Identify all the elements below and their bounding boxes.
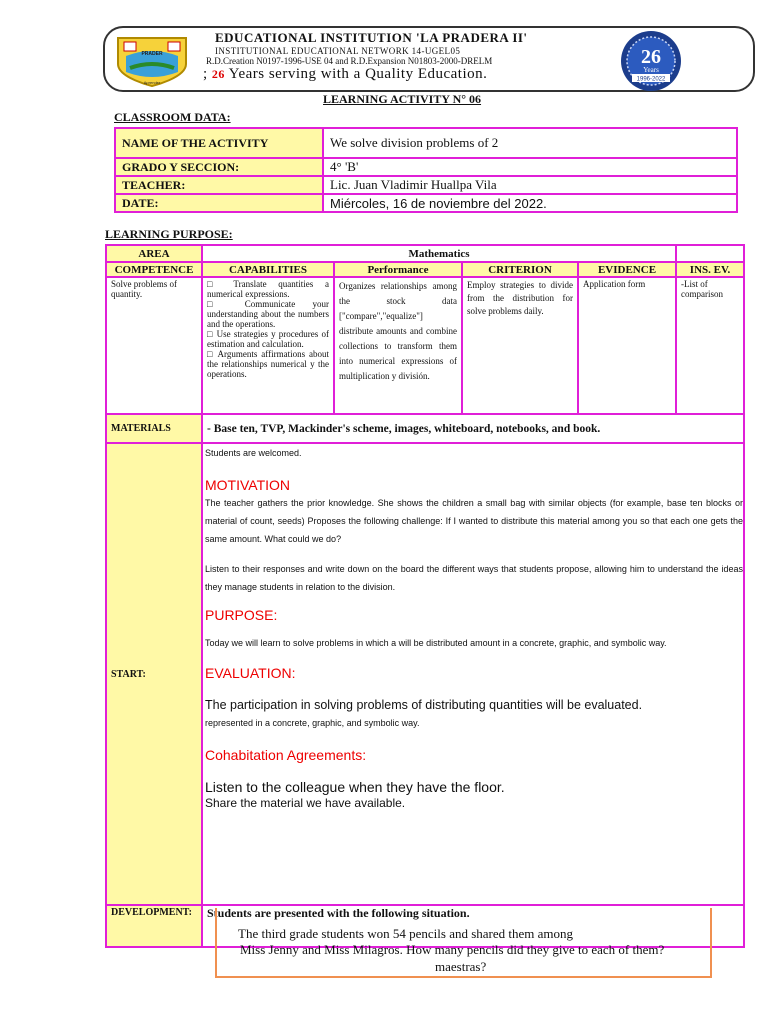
evaluation-title: EVALUATION: xyxy=(205,665,296,681)
table-row xyxy=(106,277,744,414)
table-row xyxy=(115,194,737,212)
svg-text:1996-2022: 1996-2022 xyxy=(636,76,666,83)
area-value: Mathematics xyxy=(202,245,676,262)
evidence-cell: Application form xyxy=(578,277,676,414)
materials-value: - Base ten, TVP, Mackinder's scheme, images, whiteboard, notebooks, and book. xyxy=(202,414,744,443)
performance-cell: Organizes relationships among the stock data ["compare","equalize"] distribute amounts and combine collections to transform them into numerical expressions of multiplication y división. xyxy=(334,277,462,414)
competence-cell: Solve problems of quantity. xyxy=(106,277,202,414)
agreements-text-1: Listen to the colleague when they have the floor. xyxy=(205,779,505,795)
instrument-cell: -List of comparison xyxy=(676,277,744,414)
criterion-header: CRITERION xyxy=(462,262,578,277)
classroom-data-table xyxy=(114,127,738,213)
school-logo xyxy=(112,34,192,88)
table-row xyxy=(106,245,744,262)
date-value: Miércoles, 16 de noviembre del 2022. xyxy=(323,194,737,212)
activity-title: LEARNING ACTIVITY N° 06 xyxy=(323,92,482,106)
capability-item: □ Arguments affirmations about the relationships numerical y the operations. xyxy=(207,349,329,379)
development-intro: Students are presented with the following situation. xyxy=(202,905,744,947)
anniversary-seal xyxy=(610,30,692,92)
performance-header: Performance xyxy=(334,262,462,277)
grade-label: GRADO Y SECCION: xyxy=(115,158,323,176)
capability-item: □ Translate quantities a numerical expressions. xyxy=(207,279,329,299)
listen-text: Listen to their responses and write down on the board the different ways that students propose, allowing him to understand the ideas they manage students in relation to the division. xyxy=(205,564,744,592)
evidence-header: EVIDENCE xyxy=(578,262,676,277)
teacher-value: Lic. Juan Vladimir Huallpa Vila xyxy=(323,176,737,194)
problem-line-2: Miss Jenny and Miss Milagros. How many pencils did they give to each of them? xyxy=(240,942,665,957)
welcome-text: Students are welcomed. xyxy=(205,448,302,458)
materials-label: MATERIALS xyxy=(106,414,202,443)
capability-item: □ Communicate your understanding about the numbers and the operations. xyxy=(207,299,329,329)
purpose-section-title: LEARNING PURPOSE: xyxy=(105,227,233,241)
slogan: ; 26 Years serving with a Quality Education. xyxy=(203,66,488,82)
svg-text:26: 26 xyxy=(641,46,661,68)
area-label: AREA xyxy=(106,245,202,262)
learning-purpose-table xyxy=(105,244,745,948)
activity-name-value: We solve division problems of 2 xyxy=(323,128,737,158)
agreements-title: Cohabitation Agreements: xyxy=(205,747,367,763)
grade-value: 4° 'B' xyxy=(323,158,737,176)
evaluation-text-1: The participation in solving problems of distributing quantities will be evaluated. xyxy=(205,698,643,712)
start-content xyxy=(202,443,744,905)
purpose-title: PURPOSE: xyxy=(205,607,278,623)
table-row xyxy=(115,158,737,176)
instrument-header: INS. EV. xyxy=(676,262,744,277)
network-line: INSTITUTIONAL EDUCATIONAL NETWORK 14-UGEL05 xyxy=(215,46,461,56)
resolution-line: R.D.Creation N0197-1996-USE 04 and R.D.Expansion N01803-2000-DRELM xyxy=(206,56,493,66)
table-row xyxy=(106,262,744,277)
criterion-cell: Employ strategies to divide from the distribution for solve problems daily. xyxy=(462,277,578,414)
table-row xyxy=(106,443,744,905)
evaluation-text-2: represented in a concrete, graphic, and symbolic way. xyxy=(205,718,420,728)
svg-text:Years: Years xyxy=(643,66,659,74)
svg-text:PRADER: PRADER xyxy=(141,51,163,57)
table-row xyxy=(115,128,737,158)
problem-line-3: maestras? xyxy=(435,959,487,974)
capabilities-header: CAPABILITIES xyxy=(202,262,334,277)
area-blank-cell xyxy=(676,245,744,262)
motivation-title: MOTIVATION xyxy=(205,477,291,493)
table-row xyxy=(115,176,737,194)
development-label: DEVELOPMENT: xyxy=(106,905,202,947)
activity-name-label: NAME OF THE ACTIVITY xyxy=(115,128,323,158)
table-row xyxy=(106,414,744,443)
start-label: START: xyxy=(106,443,202,905)
date-label: DATE: xyxy=(115,194,323,212)
purpose-text: Today we will learn to solve problems in which a will be distributed amount in a concrete, graphic, and symbolic way. xyxy=(205,638,667,648)
teacher-label: TEACHER: xyxy=(115,176,323,194)
motivation-text: The teacher gathers the prior knowledge. She shows the children a small bag with similar objects (for example, base ten blocks or material of count, seeds) Proposes the following challenge: If I wanted to distribute this material among you so that each one gets the same amount. What could we do? xyxy=(205,498,744,544)
problem-line-1: The third grade students won 54 pencils and shared them among xyxy=(238,926,574,941)
capabilities-cell xyxy=(202,277,334,414)
capability-item: □ Use strategies y procedures of estimation and calculation. xyxy=(207,329,329,349)
classroom-section-title: CLASSROOM DATA: xyxy=(114,110,231,124)
institution-name: EDUCATIONAL INSTITUTION 'LA PRADERA II' xyxy=(215,30,528,45)
agreements-text-2: Share the material we have available. xyxy=(205,796,406,810)
svg-text:Aprender: Aprender xyxy=(143,80,161,85)
competence-header: COMPETENCE xyxy=(106,262,202,277)
